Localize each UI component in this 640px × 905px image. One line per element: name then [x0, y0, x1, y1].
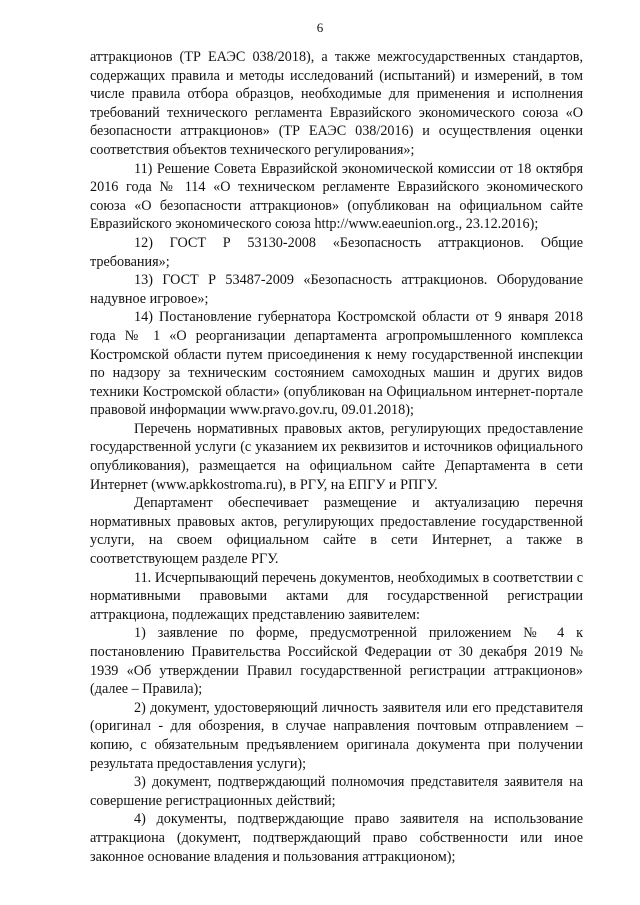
paragraph: 1) заявление по форме, предусмотренной приложением № 4 к постановлению Правительства Российской Федерации от 30 декабря 2019 № 1939 «Об утверждении Правил государственной регистрации аттракционов» (далее – Правила); [90, 625, 583, 698]
paragraph: Департамент обеспечивает размещение и актуализацию перечня нормативных правовых актов, регулирующих предоставление государственной услуги, на своем официальном сайте в сети Интернет, а также в соответствующем разделе РГУ. [90, 495, 583, 568]
paragraph: 14) Постановление губернатора Костромской области от 9 января 2018 года № 1 «О реорганизации департамента агропромышленного комплекса Костромской области путем присоединения к нему государственной инспекции по надзору за техническим состоянием самоходных машин и других видов техники Костромской области» (опубликован на Официальном интернет-портале правовой информации www.pravo.gov.ru, 09.01.2018); [90, 309, 583, 419]
paragraph: Перечень нормативных правовых актов, регулирующих предоставление государственной услуги (с указанием их реквизитов и источников официального опубликования), размещается на официальном сайте Департамента в сети Интернет (www.apkkostroma.ru), в РГУ, на ЕПГУ и РПГУ. [90, 420, 583, 493]
paragraph: 11) Решение Совета Евразийской экономической комиссии от 18 октября 2016 года № 114 «О техническом регламенте Евразийского экономического союза «О безопасности аттракционов» (опубликован на официальном сайте Евразийского экономического союза http://www.eaeunion.org., 23.12.2016); [90, 160, 583, 233]
paragraph: 2) документ, удостоверяющий личность заявителя или его представителя (оригинал - для обозрения, в случае направления почтовым отправлением – копию, с обязательным предъявлением оригинала документа при получении результата предоставления услуги); [90, 699, 583, 772]
paragraph: 12) ГОСТ Р 53130-2008 «Безопасность аттракционов. Общие требования»; [90, 234, 583, 270]
paragraph: 4) документы, подтверждающие право заявителя на использование аттракциона (документ, подтверждающий право собственности или иное законное основание владения и пользования аттракционом); [90, 811, 583, 865]
paragraph: 13) ГОСТ Р 53487-2009 «Безопасность аттракционов. Оборудование надувное игровое»; [90, 272, 583, 307]
paragraph: 11. Исчерпывающий перечень документов, необходимых в соответствии с нормативными правовыми актами для государственной регистрации аттракциона, подлежащих представлению заявителем: [90, 569, 583, 623]
paragraph: аттракционов (ТР ЕАЭС 038/2018), а также межгосударственных стандартов, содержащих правила и методы исследований (испытаний) и измерений, в том числе правила отбора образцов, необходимые для применения и исполнения требований технического регламента Евразийского экономического союза «О безопасности аттракционов» (ТР ЕАЭС 038/2016) и осуществления оценки соответствия объектов технического регулирования»; [90, 49, 583, 158]
page-number: 6 [316, 20, 324, 35]
document-body [90, 48, 583, 866]
paragraph: 3) документ, подтверждающий полномочия представителя заявителя на совершение регистрационных действий; [90, 774, 583, 809]
